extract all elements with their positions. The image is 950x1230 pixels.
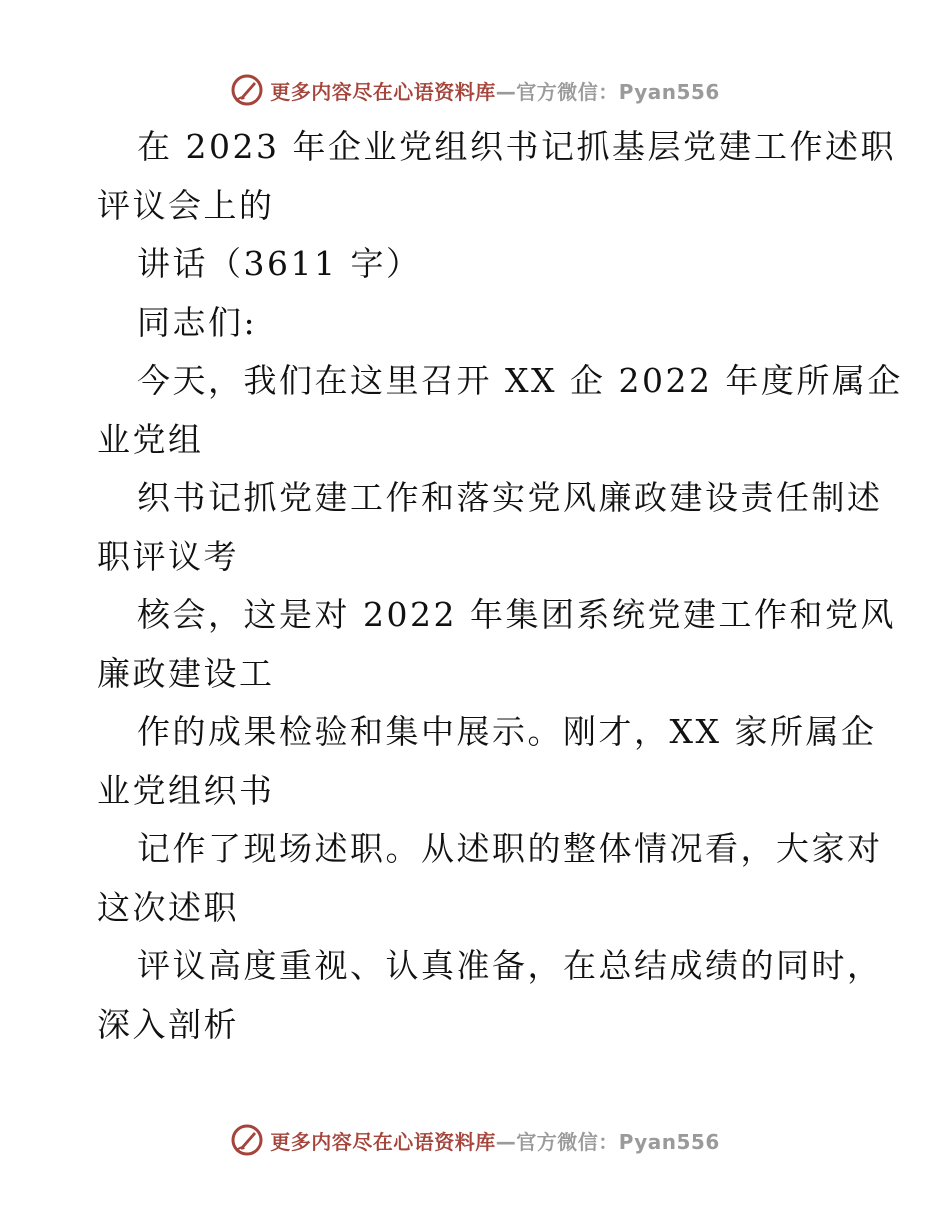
watermark-contact: 官方微信：Pyan556 <box>516 79 720 104</box>
watermark-text <box>270 1126 720 1155</box>
text-line: 作的成果检验和集中展示。刚才，XX 家所属企 <box>137 712 877 751</box>
watermark-separator: — <box>495 1129 517 1154</box>
text-line: 今天，我们在这里召开 XX 企 2022 年度所属企 <box>137 361 903 400</box>
text-line: 核会，这是对 2022 年集团系统党建工作和党风 <box>137 595 896 634</box>
text-line: 业党组织书 <box>97 770 275 810</box>
footer-watermark <box>0 1120 950 1160</box>
watermark-brand: 更多内容尽在心语资料库 <box>270 1129 496 1154</box>
quill-logo-icon <box>230 1123 264 1157</box>
quill-logo-icon <box>230 73 264 107</box>
text-line: 评议高度重视、认真准备，在总结成绩的同时， <box>137 946 883 985</box>
watermark-separator: — <box>495 79 517 104</box>
text-line: 业党组 <box>97 419 204 459</box>
watermark-brand: 更多内容尽在心语资料库 <box>270 79 496 104</box>
text-line: 廉政建设工 <box>97 653 275 693</box>
text-line: 同志们: <box>137 302 258 342</box>
watermark-text <box>270 76 720 105</box>
text-line: 职评议考 <box>97 536 239 576</box>
text-line: 深入剖析 <box>97 1004 239 1044</box>
header-watermark <box>0 70 950 110</box>
text-line: 记作了现场述职。从述职的整体情况看，大家对 <box>137 829 883 868</box>
text-line: 织书记抓党建工作和落实党风廉政建设责任制述 <box>137 478 883 517</box>
text-line: 讲话（3611 字） <box>137 244 422 283</box>
text-line: 这次述职 <box>97 887 239 927</box>
text-line: 在 2023 年企业党组织书记抓基层党建工作述职 <box>137 127 896 166</box>
text-line: 评议会上的 <box>97 185 275 225</box>
document-body <box>97 118 903 1054</box>
watermark-contact: 官方微信：Pyan556 <box>516 1129 720 1154</box>
